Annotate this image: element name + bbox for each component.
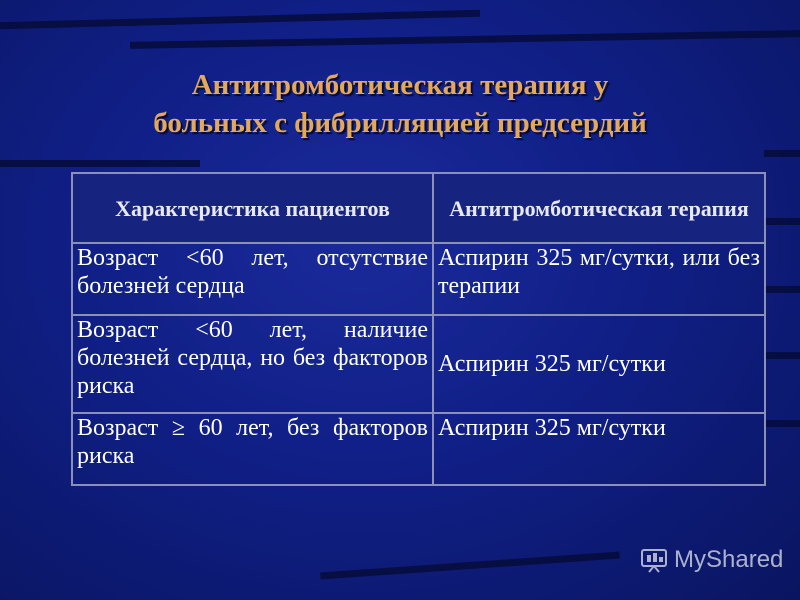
header-characteristic: Характеристика пациентов — [72, 173, 433, 243]
decor-stripe — [764, 420, 800, 427]
watermark — [640, 546, 783, 574]
table-header-row — [72, 173, 765, 243]
therapy-table — [71, 172, 766, 486]
decor-stripe — [0, 10, 480, 30]
myshared-logo-icon — [640, 547, 668, 573]
slide-title — [40, 66, 760, 142]
cell-characteristic: Возраст <60 лет, отсутствие болезней сердца — [72, 243, 433, 315]
cell-characteristic: Возраст <60 лет, наличие болезней сердца, но без факторов риска — [72, 315, 433, 413]
decor-stripe — [130, 30, 800, 49]
cell-therapy: Аспирин 325 мг/сутки — [433, 315, 765, 413]
watermark-text: MyShared — [674, 546, 784, 573]
decor-stripe — [320, 552, 620, 580]
decor-stripe — [764, 218, 800, 225]
slide-title-line2: больных с фибрилляцией предсердий — [153, 107, 647, 139]
decor-stripe — [764, 352, 800, 359]
decor-stripe — [0, 160, 200, 167]
cell-therapy: Аспирин 325 мг/сутки, или без терапии — [433, 243, 765, 315]
table-row — [72, 413, 765, 485]
header-therapy: Антитромботическая терапия — [433, 173, 765, 243]
table-row — [72, 315, 765, 413]
table-row — [72, 243, 765, 315]
decor-stripe — [764, 150, 800, 157]
cell-characteristic: Возраст ≥ 60 лет, без факторов риска — [72, 413, 433, 485]
cell-therapy: Аспирин 325 мг/сутки — [433, 413, 765, 485]
decor-stripe — [764, 286, 800, 293]
slide-title-line1: Антитромботическая терапия у — [191, 69, 609, 101]
